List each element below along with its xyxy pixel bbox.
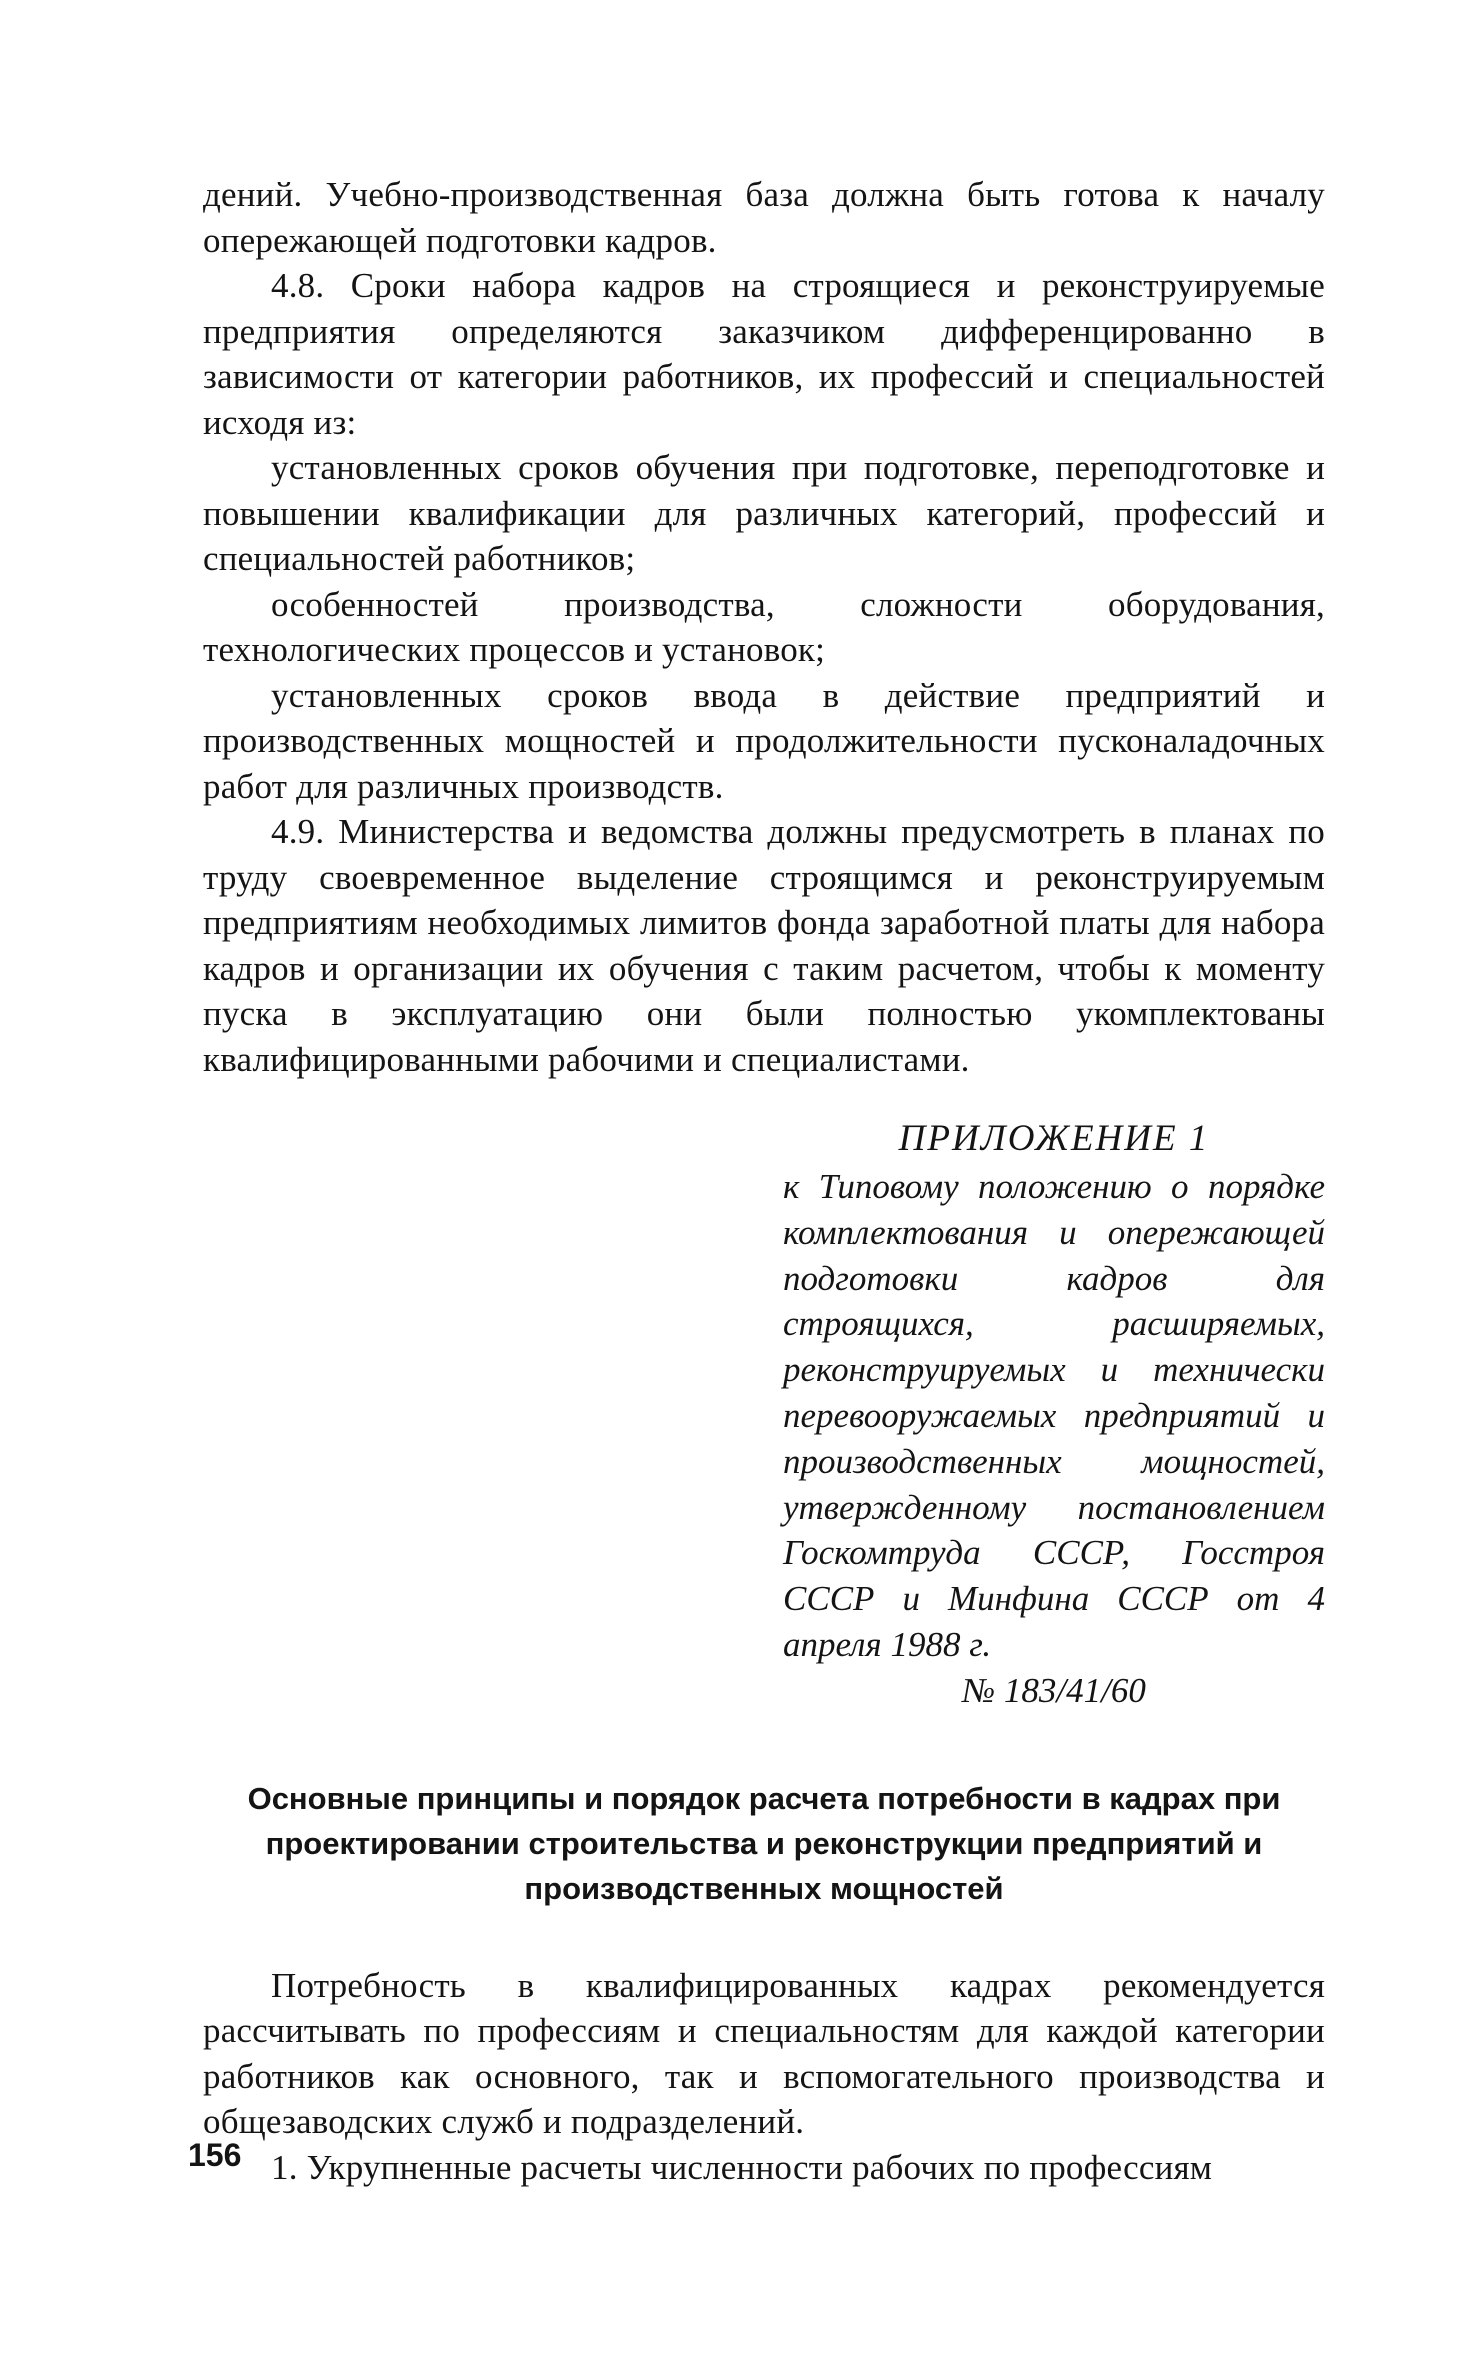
appendix-document-number: № 183/41/60 [962,1670,1146,1710]
list-item-production-features: особенностей производства, сложности оборудования, технологических процессов и установок; [203,584,1325,669]
section-paragraph-1: Потребность в квалифицированных кадрах рекомендуется рассчитывать по профессиям и специальностям для каждой категории работников как основного, так и вспомогательного производства и общезаводских служб и подразделений. [203,1965,1325,2142]
list-item-commissioning-terms: установленных сроков ввода в действие предприятий и производственных мощностей и продолжительности пусконаладочных работ для различных производств. [203,675,1325,806]
paragraph-4-9: 4.9. Министерства и ведомства должны предусмотреть в планах по труду своевременное выделение строящимся и реконструируемым предприятиям необходимых лимитов фонда заработной платы для набора кадров и организации их обучения с таким расчетом, чтобы к моменту пуска в эксплуатацию они были полностью укомплектованы квалифицированными рабочими и специалистами. [203,812,1325,1079]
list-item-training-terms: установленных сроков обучения при подготовке, переподготовке и повышении квалификации для различных категорий, профессий и специальностей работников; [203,448,1325,578]
page-content [203,172,1325,2190]
appendix-reference: к Типовому положению о порядке комплектования и опережающей подготовки кадров для строящихся, расширяемых, реконструируемых и технически перевооружаемых предприятий и производственных мощностей, утвержденному постановлением Госкомтруда СССР, Госстроя СССР и Минфина СССР от 4 апреля 1988 г. [783,1167,1325,1664]
paragraph-continuation: дений. Учебно-производственная база должна быть готова к началу опережающей подготовки кадров. [203,175,1325,260]
paragraph-4-8: 4.8. Сроки набора кадров на строящиеся и реконструируемые предприятия определяются заказчиком дифференцированно в зависимости от категории работников, их профессий и специальностей исходя из: [203,266,1325,442]
section-heading: Основные принципы и порядок расчета потребности в кадрах при проектировании строительства и реконструкции предприятий и производственных мощностей [247,1780,1281,1906]
page-number: 156 [188,2137,242,2173]
appendix-block [783,1116,1325,1714]
section-paragraph-2: 1. Укрупненные расчеты численности рабочих по профессиям [271,2147,1213,2187]
appendix-title: ПРИЛОЖЕНИЕ 1 [898,1118,1210,1159]
